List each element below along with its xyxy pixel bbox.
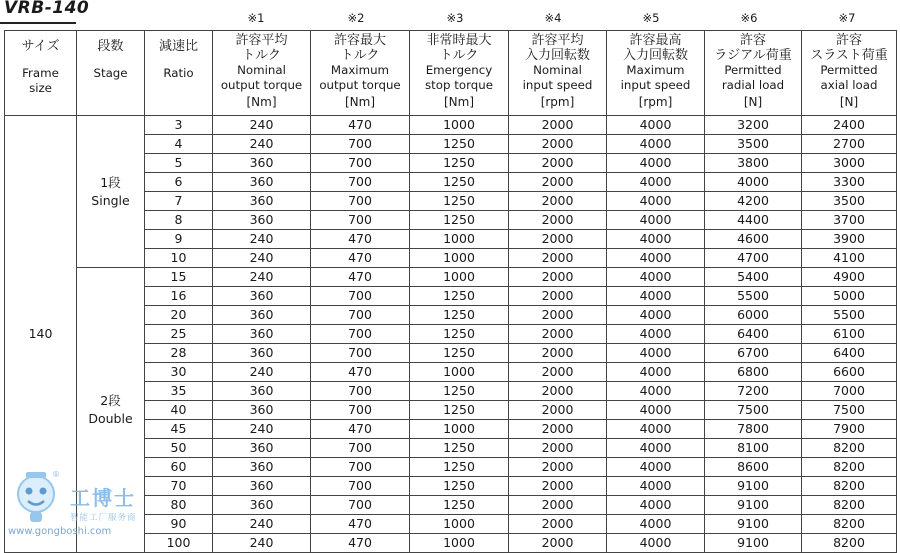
header-row [5, 31, 897, 116]
emergency-torque-cell: 1250 [410, 496, 509, 515]
maximum-speed-cell: 4000 [607, 344, 705, 363]
nominal-speed-cell: 2000 [509, 135, 607, 154]
axial-load-cell: 5500 [802, 306, 897, 325]
nominal-speed-cell: 2000 [509, 268, 607, 287]
note-marker: ※7 [838, 11, 856, 25]
maximum-speed-cell: 4000 [607, 496, 705, 515]
header-nominal-torque: 許容平均 トルク Nominal output torque [Nm] [213, 31, 311, 116]
table-row [5, 268, 897, 287]
axial-load-cell: 3500 [802, 192, 897, 211]
nominal-speed-cell: 2000 [509, 401, 607, 420]
nominal-torque-cell: 360 [213, 154, 311, 173]
emergency-torque-cell: 1250 [410, 192, 509, 211]
nominal-speed-cell: 2000 [509, 306, 607, 325]
ratio-cell: 45 [145, 420, 213, 439]
maximum-torque-cell: 700 [311, 173, 410, 192]
nominal-torque-cell: 360 [213, 382, 311, 401]
nominal-speed-cell: 2000 [509, 287, 607, 306]
radial-load-cell: 4200 [705, 192, 802, 211]
note-marker: ※2 [347, 11, 365, 25]
header-maximum-speed: 許容最高 入力回転数 Maximum input speed [rpm] [607, 31, 705, 116]
emergency-torque-cell: 1250 [410, 458, 509, 477]
note-marker: ※4 [544, 11, 562, 25]
nominal-speed-cell: 2000 [509, 439, 607, 458]
ratio-cell: 25 [145, 325, 213, 344]
maximum-speed-cell: 4000 [607, 249, 705, 268]
stage-label-ja: 1段 [100, 174, 121, 190]
emergency-torque-cell: 1250 [410, 401, 509, 420]
maximum-torque-cell: 470 [311, 116, 410, 135]
maximum-torque-cell: 700 [311, 458, 410, 477]
radial-load-cell: 3800 [705, 154, 802, 173]
nominal-speed-cell: 2000 [509, 249, 607, 268]
nominal-torque-cell: 240 [213, 363, 311, 382]
maximum-speed-cell: 4000 [607, 306, 705, 325]
ratio-cell: 4 [145, 135, 213, 154]
emergency-torque-cell: 1250 [410, 344, 509, 363]
emergency-torque-cell: 1250 [410, 211, 509, 230]
nominal-torque-cell: 240 [213, 249, 311, 268]
radial-load-cell: 6400 [705, 325, 802, 344]
radial-load-cell: 4700 [705, 249, 802, 268]
axial-load-cell: 7000 [802, 382, 897, 401]
header-nominal-speed: 許容平均 入力回転数 Nominal input speed [rpm] [509, 31, 607, 116]
axial-load-cell: 8200 [802, 458, 897, 477]
radial-load-cell: 6800 [705, 363, 802, 382]
nominal-torque-cell: 360 [213, 211, 311, 230]
ratio-cell: 6 [145, 173, 213, 192]
ratio-cell: 40 [145, 401, 213, 420]
ratio-cell: 8 [145, 211, 213, 230]
maximum-speed-cell: 4000 [607, 135, 705, 154]
document-title: VRB-140 [4, 0, 90, 18]
axial-load-cell: 3000 [802, 154, 897, 173]
nominal-torque-cell: 360 [213, 344, 311, 363]
ratio-cell: 30 [145, 363, 213, 382]
emergency-torque-cell: 1000 [410, 249, 509, 268]
watermark-brand: 工博士 [70, 486, 136, 510]
stage-label-ja: 2段 [100, 393, 121, 408]
maximum-speed-cell: 4000 [607, 382, 705, 401]
maximum-torque-cell: 700 [311, 382, 410, 401]
maximum-speed-cell: 4000 [607, 116, 705, 135]
watermark [8, 468, 178, 548]
emergency-torque-cell: 1250 [410, 287, 509, 306]
emergency-torque-cell: 1000 [410, 363, 509, 382]
note-marker: ※1 [247, 11, 265, 25]
radial-load-cell: 7500 [705, 401, 802, 420]
axial-load-cell: 7500 [802, 401, 897, 420]
nominal-torque-cell: 360 [213, 287, 311, 306]
header-frame-size: サイズ Frame size [5, 31, 77, 116]
maximum-speed-cell: 4000 [607, 515, 705, 534]
maximum-torque-cell: 700 [311, 344, 410, 363]
radial-load-cell: 7200 [705, 382, 802, 401]
maximum-speed-cell: 4000 [607, 268, 705, 287]
emergency-torque-cell: 1250 [410, 135, 509, 154]
header-axial-load: 許容 スラスト荷重 Permitted axial load [N] [802, 31, 897, 116]
radial-load-cell: 8100 [705, 439, 802, 458]
nominal-torque-cell: 360 [213, 401, 311, 420]
nominal-speed-cell: 2000 [509, 363, 607, 382]
maximum-torque-cell: 470 [311, 534, 410, 553]
maximum-speed-cell: 4000 [607, 534, 705, 553]
axial-load-cell: 2400 [802, 116, 897, 135]
maximum-speed-cell: 4000 [607, 363, 705, 382]
nominal-speed-cell: 2000 [509, 173, 607, 192]
nominal-torque-cell: 360 [213, 306, 311, 325]
radial-load-cell: 4600 [705, 230, 802, 249]
maximum-speed-cell: 4000 [607, 401, 705, 420]
axial-load-cell: 8200 [802, 515, 897, 534]
nominal-torque-cell: 240 [213, 534, 311, 553]
maximum-speed-cell: 4000 [607, 192, 705, 211]
nominal-torque-cell: 240 [213, 230, 311, 249]
axial-load-cell: 8200 [802, 439, 897, 458]
stage-cell [77, 116, 145, 268]
frame-size-cell: 140 [5, 116, 77, 553]
ratio-cell: 35 [145, 382, 213, 401]
nominal-torque-cell: 360 [213, 496, 311, 515]
registered-mark: ® [52, 470, 60, 479]
footnote-markers [0, 11, 900, 27]
nominal-speed-cell: 2000 [509, 344, 607, 363]
maximum-torque-cell: 700 [311, 477, 410, 496]
emergency-torque-cell: 1250 [410, 477, 509, 496]
emergency-torque-cell: 1250 [410, 382, 509, 401]
ratio-cell: 28 [145, 344, 213, 363]
maximum-speed-cell: 4000 [607, 325, 705, 344]
emergency-torque-cell: 1250 [410, 154, 509, 173]
nominal-speed-cell: 2000 [509, 477, 607, 496]
maximum-torque-cell: 470 [311, 268, 410, 287]
maximum-speed-cell: 4000 [607, 477, 705, 496]
axial-load-cell: 6600 [802, 363, 897, 382]
axial-load-cell: 3300 [802, 173, 897, 192]
nominal-speed-cell: 2000 [509, 458, 607, 477]
header-radial-load: 許容 ラジアル荷重 Permitted radial load [N] [705, 31, 802, 116]
nominal-torque-cell: 360 [213, 173, 311, 192]
ratio-cell: 60 [145, 458, 213, 477]
ratio-cell: 5 [145, 154, 213, 173]
axial-load-cell: 6100 [802, 325, 897, 344]
note-marker: ※3 [446, 11, 464, 25]
nominal-torque-cell: 240 [213, 135, 311, 154]
axial-load-cell: 5000 [802, 287, 897, 306]
radial-load-cell: 4400 [705, 211, 802, 230]
ratio-cell: 20 [145, 306, 213, 325]
header-ratio: 減速比 Ratio [145, 31, 213, 116]
maximum-torque-cell: 470 [311, 230, 410, 249]
maximum-torque-cell: 700 [311, 306, 410, 325]
maximum-torque-cell: 700 [311, 401, 410, 420]
radial-load-cell: 7800 [705, 420, 802, 439]
axial-load-cell: 8200 [802, 534, 897, 553]
note-marker: ※5 [642, 11, 660, 25]
watermark-url: www.gongboshi.com [8, 526, 112, 537]
maximum-speed-cell: 4000 [607, 287, 705, 306]
header-stage: 段数 Stage [77, 31, 145, 116]
emergency-torque-cell: 1000 [410, 116, 509, 135]
emergency-torque-cell: 1250 [410, 173, 509, 192]
nominal-speed-cell: 2000 [509, 325, 607, 344]
maximum-torque-cell: 700 [311, 135, 410, 154]
nominal-speed-cell: 2000 [509, 515, 607, 534]
ratio-cell: 10 [145, 249, 213, 268]
radial-load-cell: 3200 [705, 116, 802, 135]
header-maximum-torque: 許容最大 トルク Maximum output torque [Nm] [311, 31, 410, 116]
ratio-cell: 80 [145, 496, 213, 515]
ratio-cell: 70 [145, 477, 213, 496]
maximum-torque-cell: 700 [311, 192, 410, 211]
maximum-torque-cell: 700 [311, 211, 410, 230]
nominal-torque-cell: 360 [213, 192, 311, 211]
nominal-speed-cell: 2000 [509, 211, 607, 230]
header-emergency-torque: 非常時最大 トルク Emergency stop torque [Nm] [410, 31, 509, 116]
maximum-torque-cell: 700 [311, 287, 410, 306]
emergency-torque-cell: 1000 [410, 420, 509, 439]
nominal-torque-cell: 360 [213, 477, 311, 496]
axial-load-cell: 3700 [802, 211, 897, 230]
maximum-speed-cell: 4000 [607, 173, 705, 192]
maximum-speed-cell: 4000 [607, 420, 705, 439]
ratio-cell: 3 [145, 116, 213, 135]
radial-load-cell: 9100 [705, 534, 802, 553]
maximum-speed-cell: 4000 [607, 458, 705, 477]
maximum-torque-cell: 700 [311, 325, 410, 344]
nominal-torque-cell: 240 [213, 116, 311, 135]
emergency-torque-cell: 1000 [410, 230, 509, 249]
axial-load-cell: 4100 [802, 249, 897, 268]
maximum-torque-cell: 470 [311, 420, 410, 439]
nominal-speed-cell: 2000 [509, 192, 607, 211]
emergency-torque-cell: 1000 [410, 515, 509, 534]
maximum-torque-cell: 700 [311, 154, 410, 173]
maximum-torque-cell: 470 [311, 249, 410, 268]
maximum-speed-cell: 4000 [607, 439, 705, 458]
emergency-torque-cell: 1250 [410, 306, 509, 325]
emergency-torque-cell: 1000 [410, 534, 509, 553]
maximum-speed-cell: 4000 [607, 154, 705, 173]
maximum-torque-cell: 470 [311, 363, 410, 382]
nominal-speed-cell: 2000 [509, 534, 607, 553]
nominal-speed-cell: 2000 [509, 420, 607, 439]
nominal-speed-cell: 2000 [509, 230, 607, 249]
nominal-speed-cell: 2000 [509, 154, 607, 173]
nominal-torque-cell: 360 [213, 439, 311, 458]
nominal-speed-cell: 2000 [509, 382, 607, 401]
axial-load-cell: 8200 [802, 496, 897, 515]
radial-load-cell: 5400 [705, 268, 802, 287]
radial-load-cell: 6700 [705, 344, 802, 363]
radial-load-cell: 6000 [705, 306, 802, 325]
emergency-torque-cell: 1250 [410, 439, 509, 458]
ratio-cell: 100 [145, 534, 213, 553]
nominal-torque-cell: 360 [213, 458, 311, 477]
radial-load-cell: 3500 [705, 135, 802, 154]
axial-load-cell: 6400 [802, 344, 897, 363]
radial-load-cell: 5500 [705, 287, 802, 306]
axial-load-cell: 4900 [802, 268, 897, 287]
maximum-torque-cell: 470 [311, 515, 410, 534]
axial-load-cell: 3900 [802, 230, 897, 249]
note-marker: ※6 [740, 11, 758, 25]
emergency-torque-cell: 1000 [410, 268, 509, 287]
ratio-cell: 9 [145, 230, 213, 249]
radial-load-cell: 8600 [705, 458, 802, 477]
table-row [5, 116, 897, 135]
nominal-speed-cell: 2000 [509, 496, 607, 515]
maximum-torque-cell: 700 [311, 439, 410, 458]
axial-load-cell: 2700 [802, 135, 897, 154]
watermark-subtitle: 智能工厂服务商 [70, 513, 137, 523]
radial-load-cell: 9100 [705, 496, 802, 515]
ratio-cell: 50 [145, 439, 213, 458]
radial-load-cell: 9100 [705, 515, 802, 534]
stage-label-en: Double [88, 411, 133, 426]
stage-label-en: Single [91, 192, 130, 208]
nominal-speed-cell: 2000 [509, 116, 607, 135]
radial-load-cell: 4000 [705, 173, 802, 192]
axial-load-cell: 7900 [802, 420, 897, 439]
emergency-torque-cell: 1250 [410, 325, 509, 344]
nominal-torque-cell: 240 [213, 420, 311, 439]
maximum-speed-cell: 4000 [607, 230, 705, 249]
axial-load-cell: 8200 [802, 477, 897, 496]
ratio-cell: 90 [145, 515, 213, 534]
nominal-torque-cell: 240 [213, 268, 311, 287]
nominal-torque-cell: 240 [213, 515, 311, 534]
maximum-speed-cell: 4000 [607, 211, 705, 230]
maximum-torque-cell: 700 [311, 496, 410, 515]
ratio-cell: 15 [145, 268, 213, 287]
ratio-cell: 7 [145, 192, 213, 211]
nominal-torque-cell: 360 [213, 325, 311, 344]
radial-load-cell: 9100 [705, 477, 802, 496]
ratio-cell: 16 [145, 287, 213, 306]
